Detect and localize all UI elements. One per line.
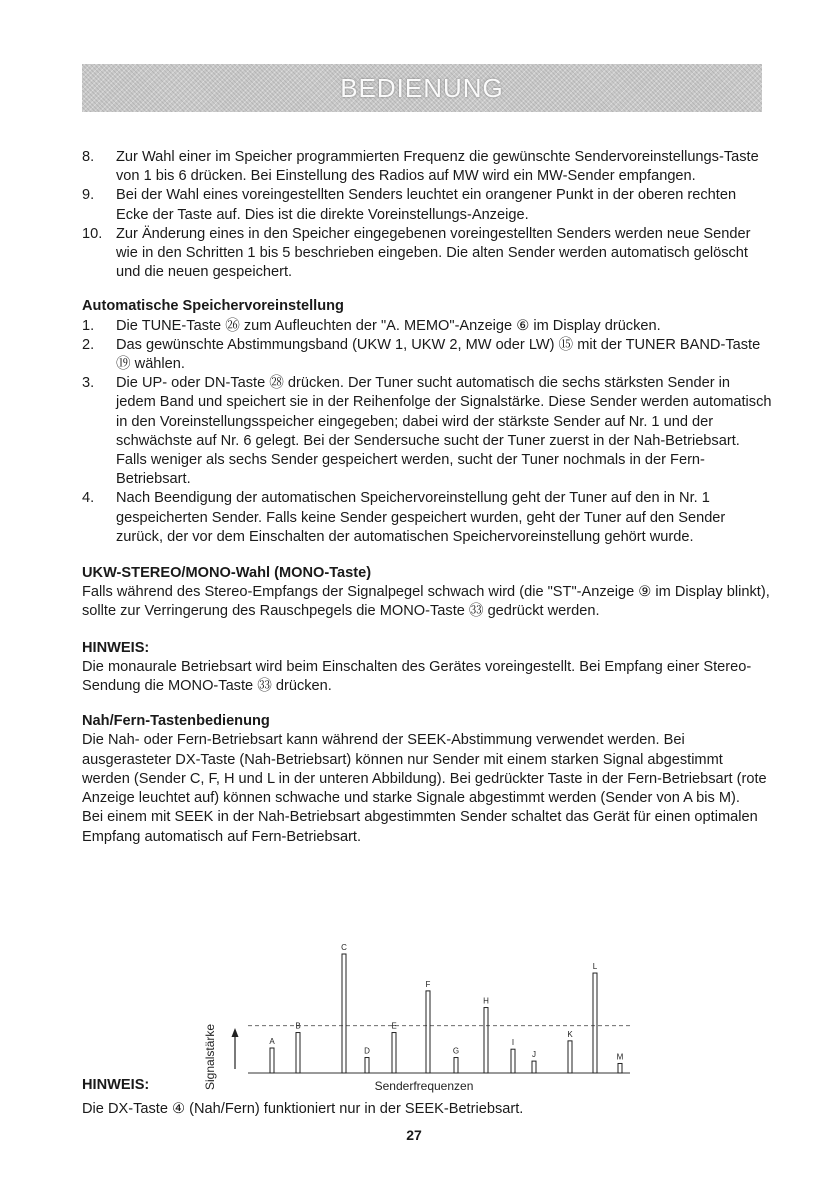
station-label-d: D — [364, 1046, 370, 1056]
station-label-f: F — [425, 979, 431, 989]
station-label-e: E — [391, 1021, 397, 1031]
section-heading-hinweis: HINWEIS: — [82, 639, 150, 656]
section-heading-stereo-mono: UKW-STEREO/MONO-Wahl (MONO-Taste) — [82, 565, 372, 582]
list-item — [82, 374, 772, 489]
diagram-x-label: Senderfrequenzen — [374, 1079, 474, 1093]
station-bar-b — [296, 1033, 300, 1073]
station-bar-k — [568, 1041, 572, 1073]
item-text: Die TUNE-Taste ㉖ zum Aufleuchten der "A. MEMO"-Anzeige ⑥ im Display drücken. — [116, 317, 661, 334]
station-label-k: K — [567, 1029, 573, 1039]
station-bar-d — [365, 1058, 369, 1073]
station-label-j: J — [532, 1050, 536, 1060]
item-text: Bei der Wahl eines voreingestellten Senders leuchtet ein orangener Punkt in der oberen rechten Ecke der Taste auf. Dies ist die direkte Voreinstellungs-Anzeige. — [116, 187, 737, 223]
station-label-h: H — [483, 996, 489, 1006]
section-heading-nah-fern: Nah/Fern-Tastenbedienung — [82, 713, 270, 730]
item-text: Nach Beendigung der automatischen Speichervoreinstellung geht der Tuner auf den in Nr. 1 gespeicherten Sender. Falls keine Sender gespeichert wurden, geht der Tuner auf den Sender zurück, der vor dem Einschalten der automatischen Speichervoreinstellung gehört wurde. — [116, 490, 726, 545]
station-label-g: G — [452, 1046, 460, 1056]
main-content — [82, 148, 772, 847]
station-bar-l — [593, 973, 597, 1073]
diagram-y-label: Signalstärke — [203, 1023, 217, 1090]
list-auto-memory — [82, 317, 772, 547]
station-label-l: L — [592, 962, 598, 972]
station-label-a: A — [269, 1037, 275, 1047]
station-label-b: B — [295, 1021, 301, 1031]
item-number: 2. — [82, 336, 95, 353]
station-bar-m — [618, 1063, 622, 1073]
station-label-m: M — [616, 1052, 624, 1062]
item-number: 1. — [82, 317, 95, 334]
item-number: 4. — [82, 490, 95, 507]
station-label-c: C — [341, 944, 347, 952]
footnote-dx-key: Die DX-Taste ④ (Nah/Fern) funktioniert nur in der SEEK-Betriebsart. — [82, 1101, 524, 1117]
paragraph-nah-fern-2: Bei einem mit SEEK in der Nah-Betriebsart abgestimmten Sender schaltet das Gerät für einen optimalen Empfang automatisch auf Fern-Betriebsart. — [82, 809, 758, 845]
list-item — [82, 148, 772, 186]
station-bar-g — [454, 1058, 458, 1073]
paragraph-stereo-mono: Falls während des Stereo-Empfangs der Signalpegel schwach wird (die "ST"-Anzeige ⑨ im Display blinkt), sollte zur Verringerung des Rauschpegels die MONO-Taste ㉝ gedrückt werden. — [82, 584, 770, 620]
station-label-i: I — [511, 1038, 515, 1048]
item-text: Das gewünschte Abstimmungsband (UKW 1, UKW 2, MW oder LW) ⑮ mit der TUNER BAND-Taste ⑲ wählen. — [116, 336, 761, 373]
list-item — [82, 225, 772, 283]
station-bar-e — [392, 1033, 396, 1073]
station-bar-f — [426, 991, 430, 1073]
header-banner — [82, 64, 762, 112]
paragraph-nah-fern-1: Die Nah- oder Fern-Betriebsart kann während der SEEK-Abstimmung verwendet werden. Bei ausgerasteter DX-Taste (Nah-Betriebsart) können nur Sender mit einem starken Signal abgestimmt werden (Sender C, F, H und L in der unteren Abbildung). Bei gedrückter Taste in der Fern-Betriebsart (rote Anzeige leuchtet auf) können schwache und starke Signale abgestimmt werden (Sender von A bis M). — [82, 732, 767, 807]
list-steps-continued — [82, 148, 772, 282]
item-number: 9. — [82, 187, 95, 204]
item-text: Die UP- oder DN-Taste ㉘ drücken. Der Tuner sucht automatisch die sechs stärksten Sender in jedem Band und speichert sie in der Reihenfolge der Signalstärke. Diese Sender werden automatisch in den Voreinstellungsspeicher eingegeben; dabei wird der stärkste Sender auf Nr. 1 und der schwächste auf Nr. 6 gelegt. Bei der Sendersuche sucht der Tuner zuerst in der Nah-Betriebsart. Falls weniger als sechs Sender gespeichert werden, sucht der Tuner nochmals in der Fern-Betriebsart. — [116, 375, 772, 488]
station-bar-h — [484, 1008, 488, 1073]
diagram-bars — [269, 944, 623, 1073]
item-number: 3. — [82, 375, 95, 392]
item-number: 8. — [82, 149, 95, 165]
list-item — [82, 489, 772, 547]
station-bar-c — [342, 954, 346, 1073]
list-item — [82, 186, 772, 224]
section-heading-auto-memory: Automatische Speichervoreinstellung — [82, 298, 344, 315]
page-title: BEDIENUNG — [340, 73, 504, 103]
station-bar-a — [270, 1048, 274, 1073]
station-bar-j — [532, 1061, 536, 1073]
station-bar-i — [511, 1049, 515, 1073]
item-number: 10. — [82, 225, 103, 242]
up-arrow-icon — [232, 1028, 239, 1069]
list-item — [82, 317, 772, 336]
paragraph-hinweis: Die monaurale Betriebsart wird beim Einschalten des Gerätes voreingestellt. Bei Empfang einer Stereo-Sendung die MONO-Taste ㉝ drücken. — [82, 658, 752, 695]
page-number: 27 — [406, 1127, 422, 1143]
item-text: Zur Änderung eines in den Speicher eingegebenen voreingestellten Senders werden neue Sender wie in den Schritten 1 bis 5 beschrieben eingeben. Die alten Sender werden automatisch gelöscht und die neuen gespeichert. — [116, 225, 751, 281]
signal-strength-diagram — [190, 944, 650, 1096]
item-text: Zur Wahl einer im Speicher programmierten Frequenz die gewünschte Sendervoreinstellungs-Taste von 1 bis 6 drücken. Bei Einstellung des Radios auf MW wird ein MW-Sender empfangen. — [116, 149, 759, 185]
hinweis-label-bottom: HINWEIS: — [82, 1077, 150, 1093]
list-item — [82, 336, 772, 374]
